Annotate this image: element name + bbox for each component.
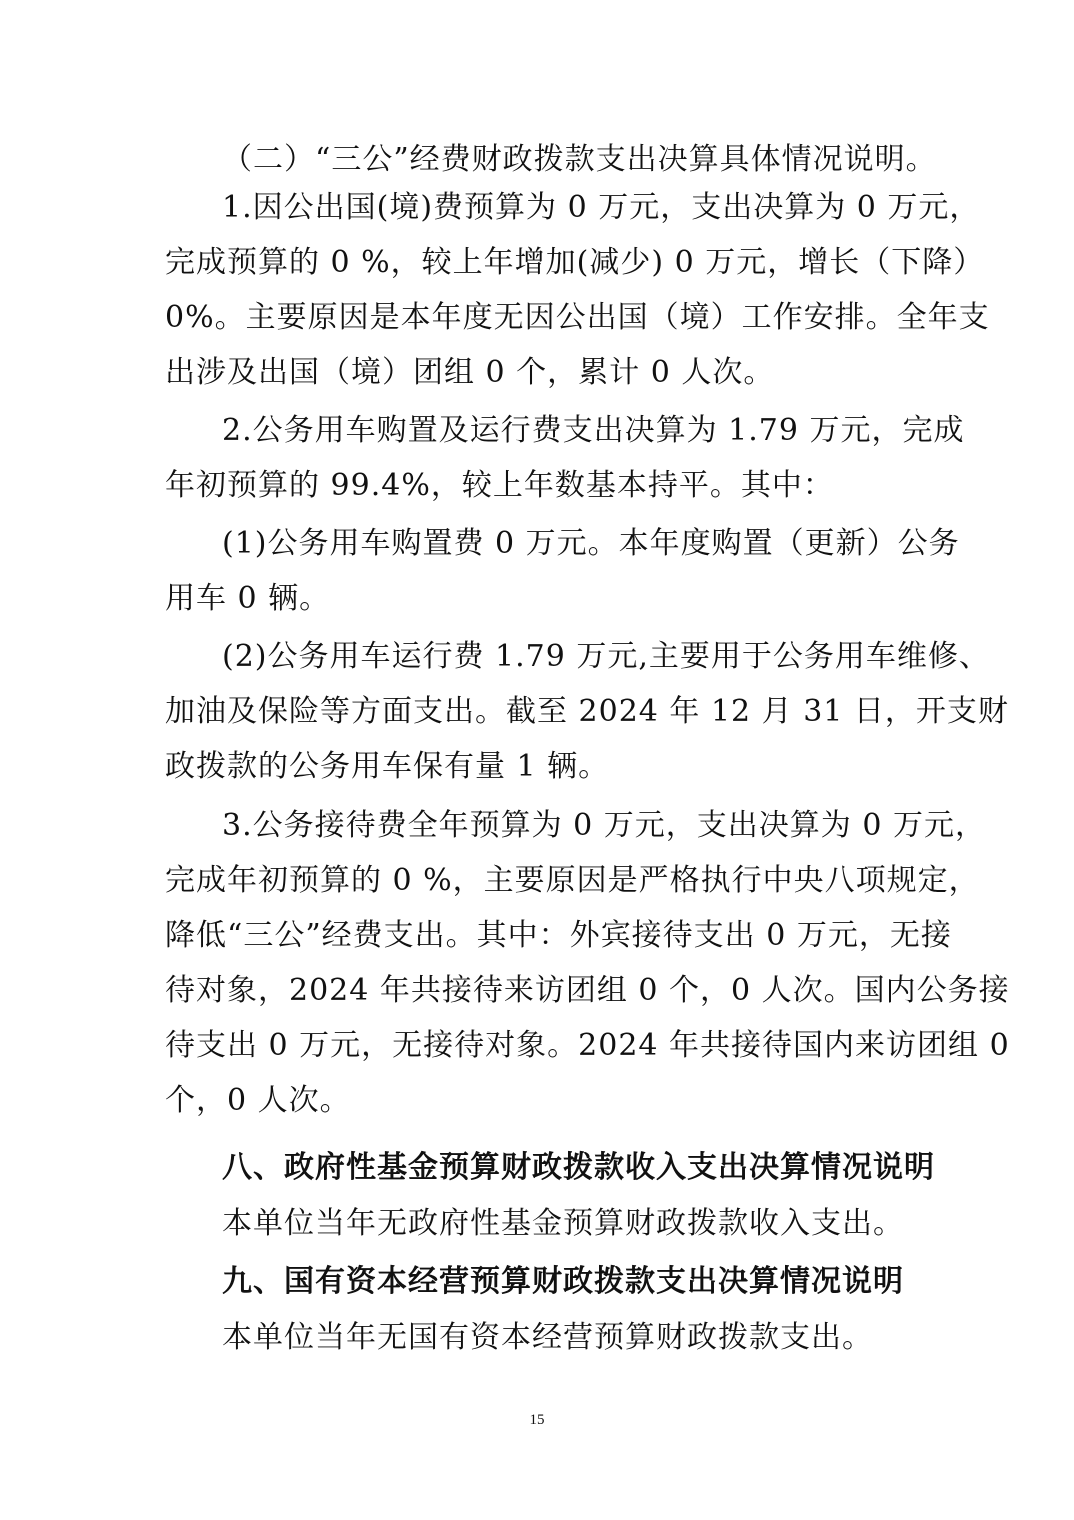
section-eight-heading: 八、政府性基金预算财政拨款收入支出决算情况说明 — [222, 1150, 935, 1185]
paragraph-line: 降低“三公”经费支出。其中：外宾接待支出 0 万元，无接 — [165, 918, 952, 953]
paragraph-line: 3.公务接待费全年预算为 0 万元，支出决算为 0 万元， — [222, 808, 986, 843]
paragraph-line: 完成年初预算的 0 %，主要原因是严格执行中央八项规定， — [165, 863, 980, 898]
section-nine-heading: 九、国有资本经营预算财政拨款支出决算情况说明 — [222, 1264, 904, 1299]
paragraph-line: 出涉及出国（境）团组 0 个，累计 0 人次。 — [165, 355, 775, 390]
section-eight-body: 本单位当年无政府性基金预算财政拨款收入支出。 — [222, 1206, 904, 1241]
paragraph-line: 用车 0 辆。 — [165, 581, 331, 616]
paragraph-line: (2)公务用车运行费 1.79 万元,主要用于公务用车维修、 — [222, 639, 990, 674]
paragraph-line: 1.因公出国(境)费预算为 0 万元，支出决算为 0 万元， — [222, 190, 981, 225]
paragraph-line: 完成预算的 0 %，较上年增加(减少) 0 万元，增长（下降） — [165, 245, 985, 280]
section-two-heading: （二）“三公”经费财政拨款支出决算具体情况说明。 — [222, 142, 937, 177]
paragraph-line: 个，0 人次。 — [165, 1083, 351, 1118]
paragraph-line: 待对象，2024 年共接待来访团组 0 个，0 人次。国内公务接 — [165, 973, 1010, 1008]
paragraph-line: 政拨款的公务用车保有量 1 辆。 — [165, 749, 610, 784]
paragraph-line: 0%。主要原因是本年度无因公出国（境）工作安排。全年支 — [165, 300, 990, 335]
paragraph-line: 年初预算的 99.4%，较上年数基本持平。其中： — [165, 468, 834, 503]
paragraph-line: 加油及保险等方面支出。截至 2024 年 12 月 31 日，开支财 — [165, 694, 1009, 729]
section-nine-body: 本单位当年无国有资本经营预算财政拨款支出。 — [222, 1320, 873, 1355]
paragraph-line: 待支出 0 万元，无接待对象。2024 年共接待国内来访团组 0 — [165, 1028, 1010, 1063]
page-number: 15 — [529, 1412, 545, 1428]
paragraph-line: 2.公务用车购置及运行费支出决算为 1.79 万元，完成 — [222, 413, 965, 448]
paragraph-line: (1)公务用车购置费 0 万元。本年度购置（更新）公务 — [222, 526, 960, 561]
